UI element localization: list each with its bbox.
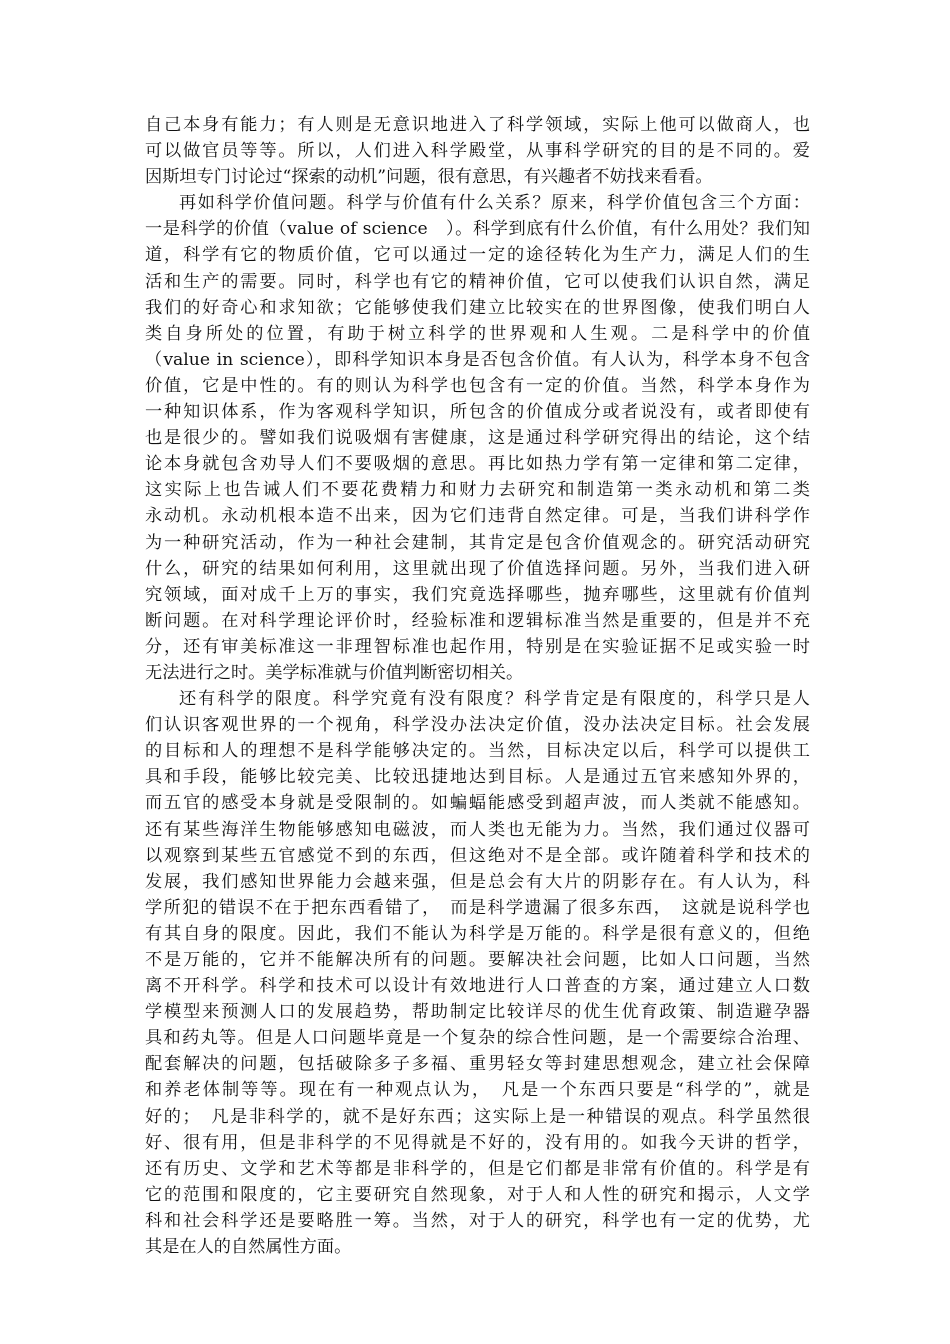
text-line: 因斯坦专门讨论过“探索的动机”问题，很有意思，有兴趣者不妨找来看看。 xyxy=(145,167,713,188)
text-line: 发展，我们感知世界能力会越来强，但是总会有大片的阴影存在。有人认为，科 xyxy=(145,871,810,892)
text-line: 我们的好奇心和求知欲；它能够使我们建立比较实在的世界图像，使我们明白人 xyxy=(145,297,810,318)
text-line: 科和社会科学还是要略胜一筹。当然，对于人的研究，科学也有一定的优势，尤 xyxy=(145,1210,810,1231)
text-line: 也是很少的。譬如我们说吸烟有害健康，这是通过科学研究得出的结论，这个结 xyxy=(145,428,810,449)
text-line: 类自身所处的位置，有助于树立科学的世界观和人生观。二是科学中的价值 xyxy=(145,323,810,344)
text-line: 还有某些海洋生物能够感知电磁波，而人类也无能为力。当然，我们通过仪器可 xyxy=(145,819,810,840)
text-line: 配套解决的问题，包括破除多子多福、重男轻女等封建思想观念，建立社会保障 xyxy=(145,1054,810,1075)
text-line: 而五官的感受本身就是受限制的。如蝙蝠能感受到超声波，而人类就不能感知。 xyxy=(145,793,810,814)
paragraph-first-line: 再如科学价值问题。科学与价值有什么关系？原来，科学价值包含三个方面： xyxy=(179,193,810,214)
text-line: 可以做官员等等。所以，人们进入科学殿堂，从事科学研究的目的是不同的。爱 xyxy=(145,141,810,162)
text-line: 不是万能的，它并不能解决所有的问题。要解决社会问题，比如人口问题，当然 xyxy=(145,950,810,970)
text-line: 断问题。在对科学理论评价时，经验标准和逻辑标准当然是重要的，但是并不充 xyxy=(145,610,810,631)
text-line: 还有历史、文学和艺术等都是非科学的，但是它们都是非常有价值的。科学是有 xyxy=(145,1158,810,1179)
text-line: 学所犯的错误不在于把东西看错了， 而是科学遗漏了很多东西， 这就是说科学也 xyxy=(145,897,810,918)
text-line: 论本身就包含劝导人们不要吸烟的意思。再比如热力学有第一定律和第二定律， xyxy=(145,454,810,475)
text-line: 其是在人的自然属性方面。 xyxy=(145,1237,352,1258)
text-line: 和养老体制等等。现在有一种观点认为， 凡是一个东西只要是“科学的”，就是 xyxy=(145,1080,810,1101)
text-line: 一种知识体系，作为客观科学知识，所包含的价值成分或者说没有，或者即使有 xyxy=(145,402,810,423)
text-line: 它的范围和限度的，它主要研究自然现象，对于人和人性的研究和揭示，人文学 xyxy=(145,1184,810,1205)
document-page xyxy=(145,112,810,1260)
text-line: 道，科学有它的物质价值，它可以通过一定的途径转化为生产力，满足人们的生 xyxy=(145,245,810,266)
text-line: 有其自身的限度。因此，我们不能认为科学是万能的。科学是很有意义的，但绝 xyxy=(145,923,810,944)
text-line: 这实际上也告诫人们不要花费精力和财力去研究和制造第一类永动机和第二类 xyxy=(145,480,810,501)
text-line: 离不开科学。科学和技术可以设计有效地进行人口普查的方案，通过建立人口数 xyxy=(145,976,810,997)
text-line: 学模型来预测人口的发展趋势，帮助制定比较详尽的优生优育政策、制造避孕器 xyxy=(145,1002,810,1023)
text-line: （value in science），即科学知识本身是否包含价值。有人认为，科学本身不包含 xyxy=(145,349,810,370)
text-line: 具和手段，能够比较完美、比较迅捷地达到目标。人是通过五官来感知外界的， xyxy=(145,767,810,788)
text-line: 好、很有用，但是非科学的不见得就是不好的，没有用的。如我今天讲的哲学， xyxy=(145,1132,810,1153)
text-line: 自己本身有能力；有人则是无意识地进入了科学领域，实际上他可以做商人，也 xyxy=(145,115,810,135)
text-line: 什么，研究的结果如何利用，这里就出现了价值选择问题。另外，当我们进入研 xyxy=(145,558,810,579)
text-line: 无法进行之时。美学标准就与价值判断密切相关。 xyxy=(145,662,524,683)
text-line: 好的； 凡是非科学的，就不是好东西；这实际上是一种错误的观点。科学虽然很 xyxy=(145,1106,810,1127)
text-line: 分，还有审美标准这一非理智标准也起作用，特别是在实验证据不足或实验一时 xyxy=(145,636,810,657)
text-line: 活和生产的需要。同时，科学也有它的精神价值，它可以使我们认识自然，满足 xyxy=(145,271,810,292)
text-line: 价值，它是中性的。有的则认为科学也包含有一定的价值。当然，科学本身作为 xyxy=(145,375,810,396)
text-line: 以观察到某些五官感觉不到的东西，但这绝对不是全部。或许随着科学和技术的 xyxy=(145,845,810,866)
text-line: 们认识客观世界的一个视角，科学没办法决定价值，没办法决定目标。社会发展 xyxy=(145,715,810,736)
text-line: 一是科学的价值（value of science ）。科学到底有什么价值，有什么用处？我们知 xyxy=(145,219,810,240)
text-line: 究领域，面对成千上万的事实，我们究竟选择哪些，抛弃哪些，这里就有价值判 xyxy=(145,584,810,605)
paragraph-first-line: 还有科学的限度。科学究竟有没有限度？科学肯定是有限度的，科学只是人 xyxy=(179,689,810,710)
text-line: 的目标和人的理想不是科学能够决定的。当然，目标决定以后，科学可以提供工 xyxy=(145,741,810,762)
text-line: 具和药丸等。但是人口问题毕竟是一个复杂的综合性问题，是一个需要综合治理、 xyxy=(145,1028,810,1049)
text-line: 永动机。永动机根本造不出来，因为它们违背自然定律。可是，当我们讲科学作 xyxy=(145,506,810,527)
text-line: 为一种研究活动，作为一种社会建制，其肯定是包含价值观念的。研究活动研究 xyxy=(145,532,810,553)
